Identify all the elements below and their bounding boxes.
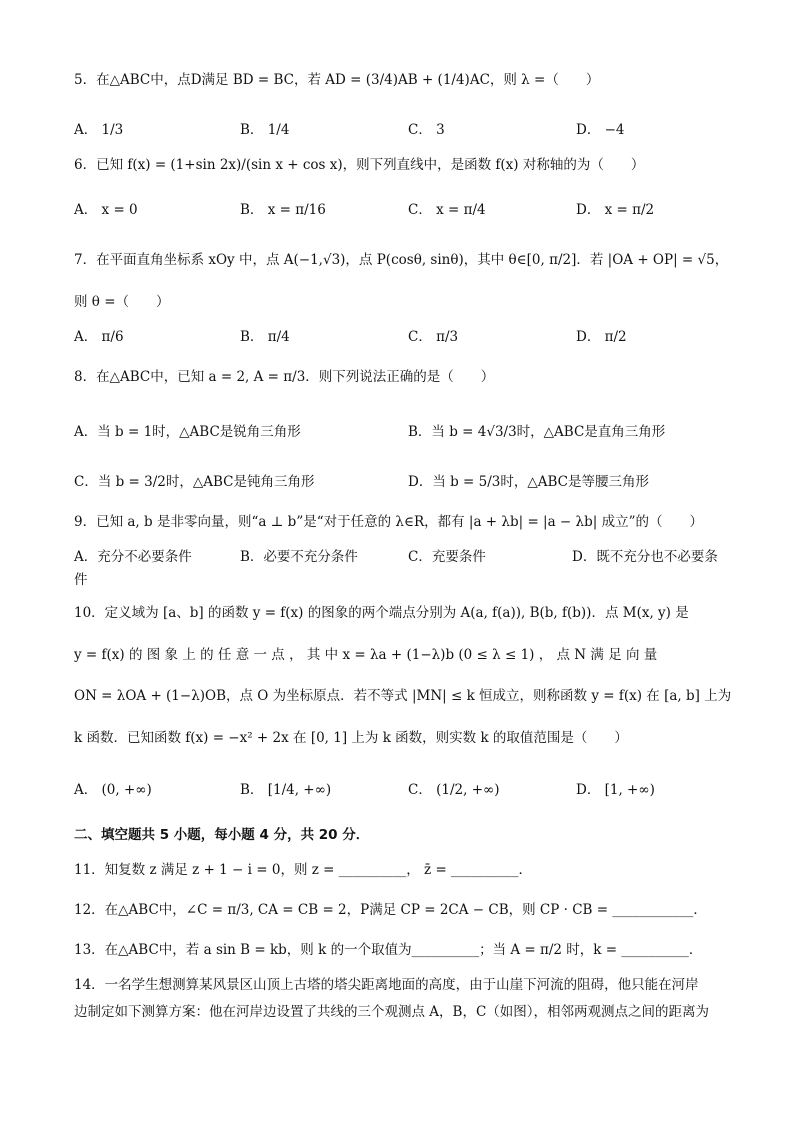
question-5-option-c: C． 3 (408, 122, 445, 138)
question-8-option-c: C．当 b = 3/2时，△ABC是钝角三角形 (74, 474, 315, 490)
question-13: 13．在△ABC中，若 a sin B = kb，则 k 的一个取值为__________；当 A = π/2 时，k = __________． (74, 942, 703, 958)
question-8-option-b: B．当 b = 4√3/3时，△ABC是直角三角形 (408, 424, 666, 440)
question-9-option-b: B．必要不充分条件 (240, 549, 358, 565)
question-7-option-c: C． π/3 (408, 329, 459, 345)
question-9-option-d-tail: 件 (74, 572, 88, 588)
question-5-option-d: D． −4 (576, 122, 625, 138)
question-14-line1: 14．一名学生想测算某风景区山顶上古塔的塔尖距离地面的高度，由于山崖下河流的阻碍，他只能在河岸 (74, 977, 699, 993)
question-7-stem-line2: 则 θ =（ ） (74, 294, 170, 310)
question-10-stem: 10．定义域为 [a、b] 的函数 y = f(x) 的图象的两个端点分别为 A(a, f(a)), B(b, f(b))．点 M(x, y) 是 (74, 605, 689, 621)
question-5-option-a: A． 1/3 (74, 122, 124, 138)
question-7-option-d: D． π/2 (576, 329, 627, 345)
question-10-option-c: C． (1/2, +∞) (408, 782, 500, 798)
question-6-option-d: D． x = π/2 (576, 202, 655, 218)
question-6-option-a: A． x = 0 (74, 202, 138, 218)
question-9-option-a: A．充分不必要条件 (74, 549, 192, 565)
question-9-option-c: C．充要条件 (408, 549, 486, 565)
section-2-heading: 二、填空题共 5 小题，每小题 4 分，共 20 分． (74, 827, 370, 843)
question-6-stem: 6．已知 f(x) = (1+sin 2x)/(sin x + cos x)，则下列直线中，是函数 f(x) 对称轴的为（ ） (74, 157, 645, 173)
question-9-stem: 9．已知 a, b 是非零向量，则“a ⊥ b”是“对于任意的 λ∈R，都有 |a + λb| = |a − λb| 成立”的（ ） (74, 514, 703, 530)
question-10-option-b: B． [1/4, +∞) (240, 782, 332, 798)
question-9-option-d: D．既不充分也不必要条 (572, 549, 718, 565)
question-10-stem-line2: y = f(x) 的 图 象 上 的 任 意 一 点 ， 其 中 x = λa + (1−λ)b (0 ≤ λ ≤ 1) ， 点 N 满 足 向 量 (74, 647, 658, 663)
question-10-stem-line3: ON = λOA + (1−λ)OB，点 O 为坐标原点．若不等式 |MN| ≤ k 恒成立，则称函数 y = f(x) 在 [a, b] 上为 (74, 688, 732, 704)
question-5-option-b: B． 1/4 (240, 122, 290, 138)
question-6-option-c: C． x = π/4 (408, 202, 486, 218)
question-5-stem: 5．在△ABC中，点D满足 BD = BC，若 AD = (3/4)AB + (1/4)AC，则 λ =（ ） (74, 72, 600, 88)
question-6-option-b: B． x = π/16 (240, 202, 326, 218)
question-14-line2: 边制定如下测算方案：他在河岸边设置了共线的三个观测点 A，B，C（如图），相邻两观测点之间的距离为 (74, 1004, 710, 1020)
question-7-stem: 7．在平面直角坐标系 xOy 中，点 A(−1,√3)，点 P(cosθ, sinθ)，其中 θ∈[0, π/2]．若 |OA + OP| = √5， (74, 252, 729, 268)
question-7-option-b: B． π/4 (240, 329, 290, 345)
question-10-option-a: A． (0, +∞) (74, 782, 152, 798)
question-12: 12．在△ABC中，∠C = π/3, CA = CB = 2，P满足 CP = 2CA − CB，则 CP · CB = ____________． (74, 902, 707, 918)
question-10-option-d: D． [1, +∞) (576, 782, 655, 798)
question-8-stem: 8．在△ABC中，已知 a = 2, A = π/3．则下列说法正确的是（ ） (74, 369, 495, 385)
question-11: 11．知复数 z 满足 z + 1 − i = 0，则 z = __________， z̄ = __________． (74, 862, 533, 878)
question-8-option-d: D．当 b = 5/3时，△ABC是等腰三角形 (408, 474, 650, 490)
question-10-stem-line4: k 函数．已知函数 f(x) = −x² + 2x 在 [0, 1] 上为 k 函数，则实数 k 的取值范围是（ ） (74, 730, 628, 746)
question-7-option-a: A． π/6 (74, 329, 124, 345)
question-8-option-a: A．当 b = 1时，△ABC是锐角三角形 (74, 424, 301, 440)
